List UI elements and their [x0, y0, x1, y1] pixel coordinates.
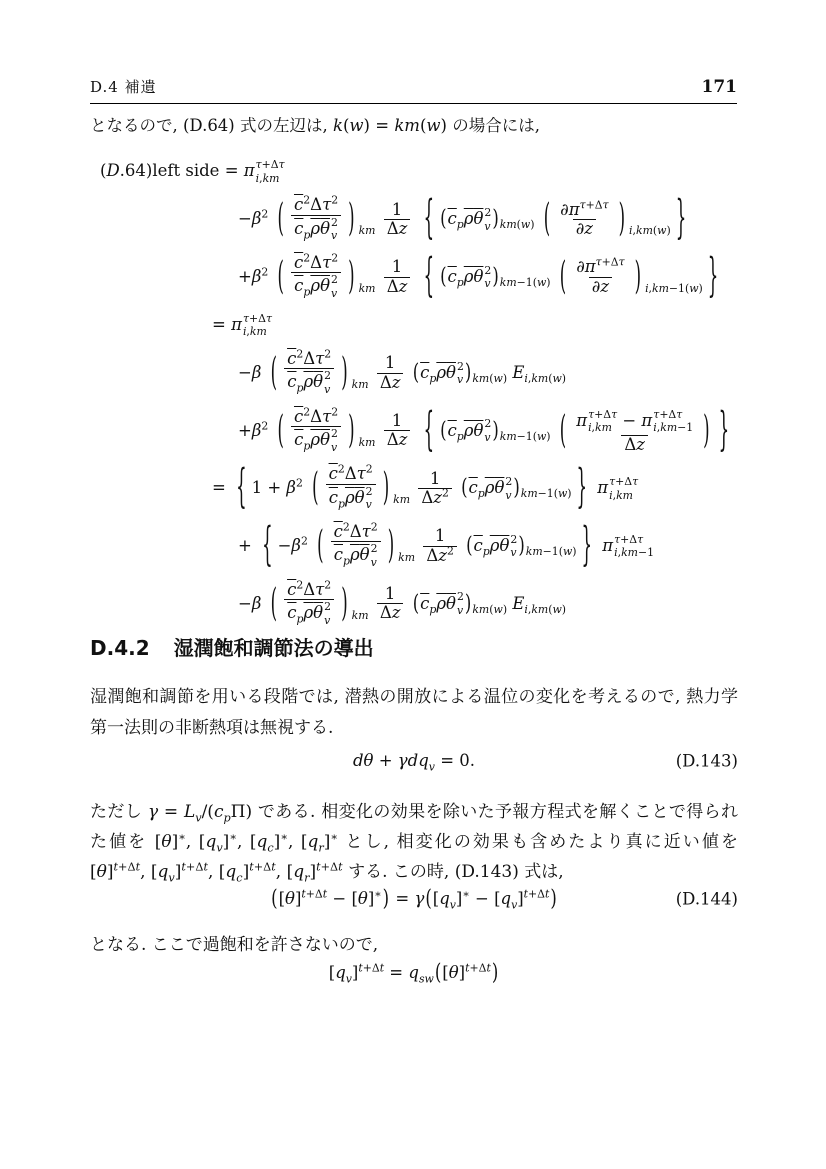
display-equation-143: [90, 751, 738, 774]
equation-line: $-\beta^2$ ( $\overline{c}^2\Delta\tau^2$ $\overline{c}_p\overline{\rho}\overline{\theta}$ 2 v ) $_{km}$ $\frac{1}{\Delta z}$ { ($\overline{c}_p\overline{\rho}\overline{\theta}$ 2 v )$_{km(w)}$ ( $\frac{\partial\pi^{\tau+\Delta\tau}}{\partial z}$ ) $_{i,km(w)}$ }: [238, 191, 687, 244]
equation-number: (D.144): [675, 889, 738, 908]
section-title: 湿潤飽和調節法の導出: [173, 636, 374, 660]
page-number: 171: [701, 77, 737, 97]
equation-line: −β ( $\overline{c}^2\Delta\tau^2$ $\overline{c}_p\overline{\rho}\overline{\theta}$ 2 v ) $_{km}$ $\frac{1}{\Delta z}$ ($\overline{c}_p\overline{\rho}\overline{\theta}$ 2 v )$_{km(w)}$ $E_{i,km(w)}$: [238, 578, 567, 627]
equation-line: $+\beta^2$ ( $\overline{c}^2\Delta\tau^2$ $\overline{c}_p\overline{\rho}\overline{\theta}$ 2 v ) $_{km}$ $\frac{1}{\Delta z}$ { ($\overline{c}_p\overline{\rho}\overline{\theta}$ 2 v )$_{km-1(w)}$ ( $\frac{\partial\pi^{\tau+\Delta\tau}}{\partial z}$ ) $_{i,km-1(w)}$ }: [238, 249, 719, 302]
display-equation-saturation: [90, 959, 738, 986]
equation-line: (D.64)left side = π τ+Δτ i,km: [100, 158, 285, 185]
equation-line: −β ( $\overline{c}^2\Delta\tau^2$ $\overline{c}_p\overline{\rho}\overline{\theta}$ 2 v ) $_{km}$ $\frac{1}{\Delta z}$ ($\overline{c}_p\overline{\rho}\overline{\theta}$ 2 v )$_{km(w)}$ $E_{i,km(w)}$: [238, 347, 567, 396]
equation-line: $+\beta^2$ ( $\overline{c}^2\Delta\tau^2$ $\overline{c}_p\overline{\rho}\overline{\theta}$ 2 v ) $_{km}$ $\frac{1}{\Delta z}$ { ($\overline{c}_p\overline{\rho}\overline{\theta}$ 2 v )$_{km-1(w)}$ ( π τ+Δτ i,km − π τ+Δτ i,km−1 Δz ) }: [238, 402, 730, 455]
equation-body: $([\theta]^{t+\Delta t} - [\theta]^∗) = \gamma([q_v]^∗ - [q_v]^{t+\Delta t})$: [271, 885, 557, 912]
equation-body: dθ + γdq$_v$ = 0.: [352, 751, 476, 774]
equation-line: = { $1 + \beta^2$ ( $\overline{c}^2\Delta\tau^2$ $\overline{c}_p\overline{\rho}\overline{\theta}$ 2 v ) $_{km}$ $\frac{1}{\Delta z^2}$ ($\overline{c}_p\overline{\rho}\overline{\theta}$ 2 v )$_{km-1(w)}$ } π τ+Δτ i,km: [212, 460, 639, 513]
paragraph-supersaturation: となる. ここで過飽和を許さないので,: [90, 935, 379, 955]
paragraph-gamma: ただし $\gamma = L_v/(c_p\Pi)$ である. 相変化の効果を除いた予報方程式を解くことで得られた値を [θ]∗, $[q_v]^∗$, $[q_c]^∗$, $[q_r]^∗$ とし, 相変化の効果も含めたより真に近い値を $[\theta]^{t+\Delta t}$, $[q_v]^{t+\Delta t}$, $[q_c]^{t+\Delta t}$, $[q_r]^{t+\Delta t}$ する. この時, (D.143) 式は,: [90, 802, 739, 885]
display-equation-144: [90, 885, 738, 912]
display-equation-64: [100, 158, 734, 638]
equation-line: + { $-\beta^2$ ( $\overline{c}^2\Delta\tau^2$ $\overline{c}_p\overline{\rho}\overline{\theta}$ 2 v ) $_{km}$ $\frac{1}{\Delta z^2}$ ($\overline{c}_p\overline{\rho}\overline{\theta}$ 2 v )$_{km-1(w)}$ } π τ+Δτ i,km−1: [238, 518, 655, 571]
section-heading: [90, 632, 374, 661]
equation-body: $[q_v]^{t+\Delta t} = q_{sw}([\theta]^{t+\Delta t})$: [328, 959, 499, 986]
equation-number: (D.143): [675, 751, 738, 770]
paragraph-adjustment: 湿潤飽和調節を用いる段階では, 潜熱の開放による温位の変化を考えるので, 熱力学第一法則の非断熱項は無視する.: [90, 687, 738, 738]
section-number: D.4.2: [90, 636, 150, 660]
equation-line: = π τ+Δτ i,km: [212, 311, 272, 339]
page-header: [90, 76, 737, 104]
running-head-section: D.4 補遺: [90, 78, 157, 96]
paragraph-intro: となるので, (D.64) 式の左辺は, k(w) = km(w) の場合には,: [90, 116, 540, 135]
